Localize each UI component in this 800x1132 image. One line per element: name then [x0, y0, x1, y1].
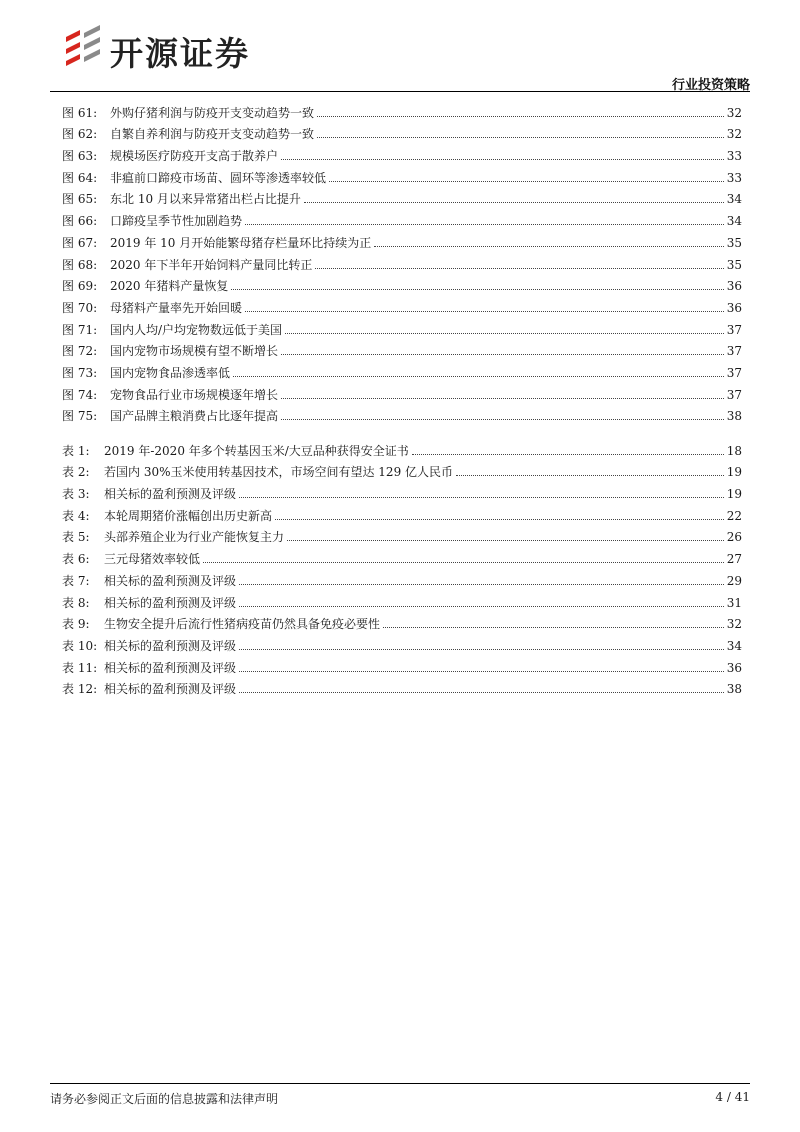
toc-entry-label [62, 344, 278, 358]
toc-entry-page: 29 [726, 573, 742, 588]
figure-index [62, 98, 742, 423]
table-index-entry[interactable] [62, 523, 742, 545]
toc-entry-label [62, 530, 284, 544]
toc-dot-leader [281, 419, 724, 420]
toc-entry-page: 38 [726, 682, 742, 697]
document-type: 行业投资策略 [671, 78, 750, 93]
toc-entry-title: 相关标的盈利预测及评级 [104, 487, 237, 502]
figure-index-entry[interactable] [62, 141, 742, 163]
toc-entry-label [62, 214, 242, 228]
toc-entry-title: 宠物食品行业市场规模逐年增长 [110, 387, 279, 402]
toc-entry-number: 表 3: [62, 487, 90, 502]
toc-entry-number: 图 74: [62, 387, 98, 402]
toc-entry-title: 生物安全提升后流行性猪病疫苗仍然具备免疫必要性 [104, 617, 381, 632]
toc-entry-number: 表 11: [62, 660, 98, 675]
toc-entry-title: 自繁自养利润与防疫开支变动趋势一致 [110, 127, 315, 142]
toc-entry-page: 33 [726, 170, 742, 185]
table-index-entry[interactable] [62, 501, 742, 523]
toc-entry-title: 本轮周期猪价涨幅创出历史新高 [104, 508, 273, 523]
toc-entry-number: 表 9: [62, 617, 90, 632]
toc-entry-number: 图 67: [62, 235, 98, 250]
toc-entry-page: 31 [726, 595, 742, 610]
toc-entry-title: 外购仔猪利润与防疫开支变动趋势一致 [110, 105, 315, 120]
toc-entry-label [62, 552, 200, 566]
toc-entry-page: 33 [726, 149, 742, 164]
toc-entry-page: 34 [726, 192, 742, 207]
toc-entry-label [62, 279, 228, 293]
toc-entry-number: 图 73: [62, 365, 98, 380]
toc-entry-page: 37 [726, 365, 742, 380]
toc-dot-leader [245, 224, 724, 225]
toc-entry-page: 35 [726, 257, 742, 272]
toc-entry-page: 32 [726, 617, 742, 632]
toc-entry-title: 若国内 30%玉米使用转基因技术，市场空间有望达 129 亿人民币 [104, 465, 454, 480]
toc-dot-leader [383, 627, 724, 628]
toc-entry-number: 图 65: [62, 192, 98, 207]
toc-entry-page: 32 [726, 127, 742, 142]
toc-dot-leader [317, 116, 724, 117]
toc-entry-label [62, 192, 301, 206]
figure-index-entry[interactable] [62, 272, 742, 294]
toc-entry-title: 母猪料产量率先开始回暖 [110, 300, 243, 315]
toc-entry-label [62, 236, 371, 250]
toc-entry-title: 东北 10 月以来异常猪出栏占比提升 [110, 192, 301, 207]
figure-index-list [62, 98, 742, 423]
toc-entry-label [62, 574, 236, 588]
toc-entry-label [62, 596, 236, 610]
toc-dot-leader [412, 454, 724, 455]
toc-entry-number: 表 6: [62, 552, 90, 567]
disclaimer-text: 请务必参阅正文后面的信息披露和法律声明 [50, 1092, 279, 1106]
toc-entry-label [62, 509, 272, 523]
toc-dot-leader [315, 268, 723, 269]
figure-index-entry[interactable] [62, 250, 742, 272]
table-index-entry[interactable] [62, 544, 742, 566]
toc-dot-leader [239, 584, 724, 585]
toc-dot-leader [239, 692, 724, 693]
toc-entry-title: 非瘟前口蹄疫市场苗、圆环等渗透率较低 [110, 170, 327, 185]
header-divider [50, 91, 750, 92]
toc-entry-label [62, 258, 312, 272]
toc-entry-title: 规模场医疗防疫开支高于散养户 [110, 149, 279, 164]
toc-entry-label [62, 617, 380, 631]
table-index-entry[interactable] [62, 610, 742, 632]
toc-entry-title: 头部养殖企业为行业产能恢复主力 [104, 530, 285, 545]
toc-entry-page: 36 [726, 279, 742, 294]
table-index-entry[interactable] [62, 458, 742, 480]
toc-dot-leader [281, 354, 724, 355]
figure-index-entry[interactable] [62, 163, 742, 185]
table-index-entry[interactable] [62, 653, 742, 675]
figure-index-entry[interactable] [62, 120, 742, 142]
toc-entry-number: 图 64: [62, 170, 98, 185]
toc-dot-leader [281, 398, 724, 399]
toc-entry-number: 图 72: [62, 344, 98, 359]
toc-dot-leader [374, 246, 723, 247]
toc-entry-page: 27 [726, 552, 742, 567]
toc-entry-label [62, 106, 314, 120]
toc-entry-number: 表 10: [62, 638, 98, 653]
figure-index-entry[interactable] [62, 315, 742, 337]
toc-dot-leader [281, 159, 724, 160]
toc-entry-page: 38 [726, 409, 742, 424]
table-index [62, 436, 742, 696]
figure-index-entry[interactable] [62, 206, 742, 228]
figure-index-entry[interactable] [62, 293, 742, 315]
toc-dot-leader [233, 376, 724, 377]
table-index-entry[interactable] [62, 566, 742, 588]
toc-dot-leader [239, 606, 724, 607]
toc-dot-leader [275, 519, 724, 520]
toc-dot-leader [239, 497, 724, 498]
toc-dot-leader [317, 137, 724, 138]
figure-index-entry[interactable] [62, 337, 742, 359]
toc-entry-title: 2020 年猪料产量恢复 [110, 279, 229, 294]
toc-entry-title: 相关标的盈利预测及评级 [104, 682, 237, 697]
toc-entry-title: 相关标的盈利预测及评级 [104, 595, 237, 610]
toc-entry-page: 37 [726, 387, 742, 402]
toc-dot-leader [304, 202, 724, 203]
toc-entry-page: 37 [726, 322, 742, 337]
toc-entry-title: 相关标的盈利预测及评级 [104, 638, 237, 653]
table-index-entry[interactable] [62, 479, 742, 501]
toc-entry-number: 表 1: [62, 443, 90, 458]
table-index-list [62, 436, 742, 696]
toc-entry-page: 34 [726, 214, 742, 229]
toc-entry-number: 表 2: [62, 465, 90, 480]
toc-entry-title: 2020 年下半年开始饲料产量同比转正 [110, 257, 313, 272]
toc-entry-number: 图 63: [62, 149, 98, 164]
figure-index-entry[interactable] [62, 98, 742, 120]
toc-entry-title: 国内宠物市场规模有望不断增长 [110, 344, 279, 359]
toc-dot-leader [329, 181, 724, 182]
table-index-entry[interactable] [62, 436, 742, 458]
toc-entry-title: 相关标的盈利预测及评级 [104, 660, 237, 675]
toc-entry-label [62, 366, 230, 380]
toc-entry-page: 36 [726, 300, 742, 315]
toc-entry-title: 国内宠物食品渗透率低 [110, 365, 231, 380]
toc-entry-label [62, 661, 236, 675]
table-index-entry[interactable] [62, 588, 742, 610]
toc-dot-leader [245, 311, 724, 312]
toc-dot-leader [456, 475, 724, 476]
toc-entry-number: 图 69: [62, 279, 98, 294]
toc-entry-page: 37 [726, 344, 742, 359]
toc-entry-title: 国内人均/户均宠物数远低于美国 [110, 322, 283, 337]
toc-entry-page: 34 [726, 638, 742, 653]
toc-entry-label [62, 465, 453, 479]
toc-dot-leader [231, 289, 723, 290]
toc-entry-number: 表 7: [62, 573, 90, 588]
toc-entry-number: 图 75: [62, 409, 98, 424]
toc-entry-number: 图 66: [62, 214, 98, 229]
toc-entry-title: 三元母猪效率较低 [104, 552, 201, 567]
toc-dot-leader [287, 540, 724, 541]
toc-entry-label [62, 301, 242, 315]
toc-entry-label [62, 323, 282, 337]
toc-entry-number: 图 68: [62, 257, 98, 272]
toc-entry-label [62, 487, 236, 501]
logo-wordmark: 开源证券 [110, 34, 250, 73]
toc-entry-number: 表 8: [62, 595, 90, 610]
figure-index-entry[interactable] [62, 358, 742, 380]
toc-entry-label [62, 127, 314, 141]
toc-entry-label [62, 682, 236, 696]
toc-entry-number: 图 61: [62, 105, 98, 120]
toc-entry-page: 35 [726, 235, 742, 250]
toc-entry-label [62, 388, 278, 402]
toc-dot-leader [285, 333, 724, 334]
toc-entry-label [62, 171, 326, 185]
figure-index-entry[interactable] [62, 228, 742, 250]
toc-entry-label [62, 639, 236, 653]
toc-entry-title: 口蹄疫呈季节性加剧趋势 [110, 214, 243, 229]
toc-entry-title: 2019 年 10 月开始能繁母猪存栏量环比持续为正 [110, 235, 372, 250]
toc-entry-page: 36 [726, 660, 742, 675]
toc-entry-page: 18 [726, 443, 742, 458]
figure-index-entry[interactable] [62, 402, 742, 424]
toc-entry-number: 图 71: [62, 322, 98, 337]
toc-entry-label [62, 444, 409, 458]
toc-entry-number: 表 12: [62, 682, 98, 697]
toc-entry-number: 表 5: [62, 530, 90, 545]
toc-entry-label [62, 149, 278, 163]
toc-entry-title: 国产品牌主粮消费占比逐年提高 [110, 409, 279, 424]
toc-entry-number: 图 70: [62, 300, 98, 315]
kaiyuan-logo-icon [64, 24, 104, 70]
figure-index-entry[interactable] [62, 380, 742, 402]
toc-dot-leader [239, 671, 724, 672]
figure-index-entry[interactable] [62, 185, 742, 207]
toc-entry-page: 26 [726, 530, 742, 545]
toc-entry-page: 32 [726, 105, 742, 120]
page-indicator: 4 / 41 [715, 1090, 750, 1104]
toc-entry-title: 相关标的盈利预测及评级 [104, 573, 237, 588]
toc-entry-page: 19 [726, 465, 742, 480]
table-index-entry[interactable] [62, 631, 742, 653]
toc-entry-label [62, 409, 278, 423]
toc-entry-number: 图 62: [62, 127, 98, 142]
toc-entry-page: 19 [726, 487, 742, 502]
toc-entry-title: 2019 年-2020 年多个转基因玉米/大豆品种获得安全证书 [104, 443, 409, 458]
toc-dot-leader [203, 562, 724, 563]
toc-entry-page: 22 [726, 508, 742, 523]
table-index-entry[interactable] [62, 675, 742, 697]
toc-entry-number: 表 4: [62, 508, 90, 523]
toc-dot-leader [239, 649, 724, 650]
footer-divider [50, 1083, 750, 1084]
